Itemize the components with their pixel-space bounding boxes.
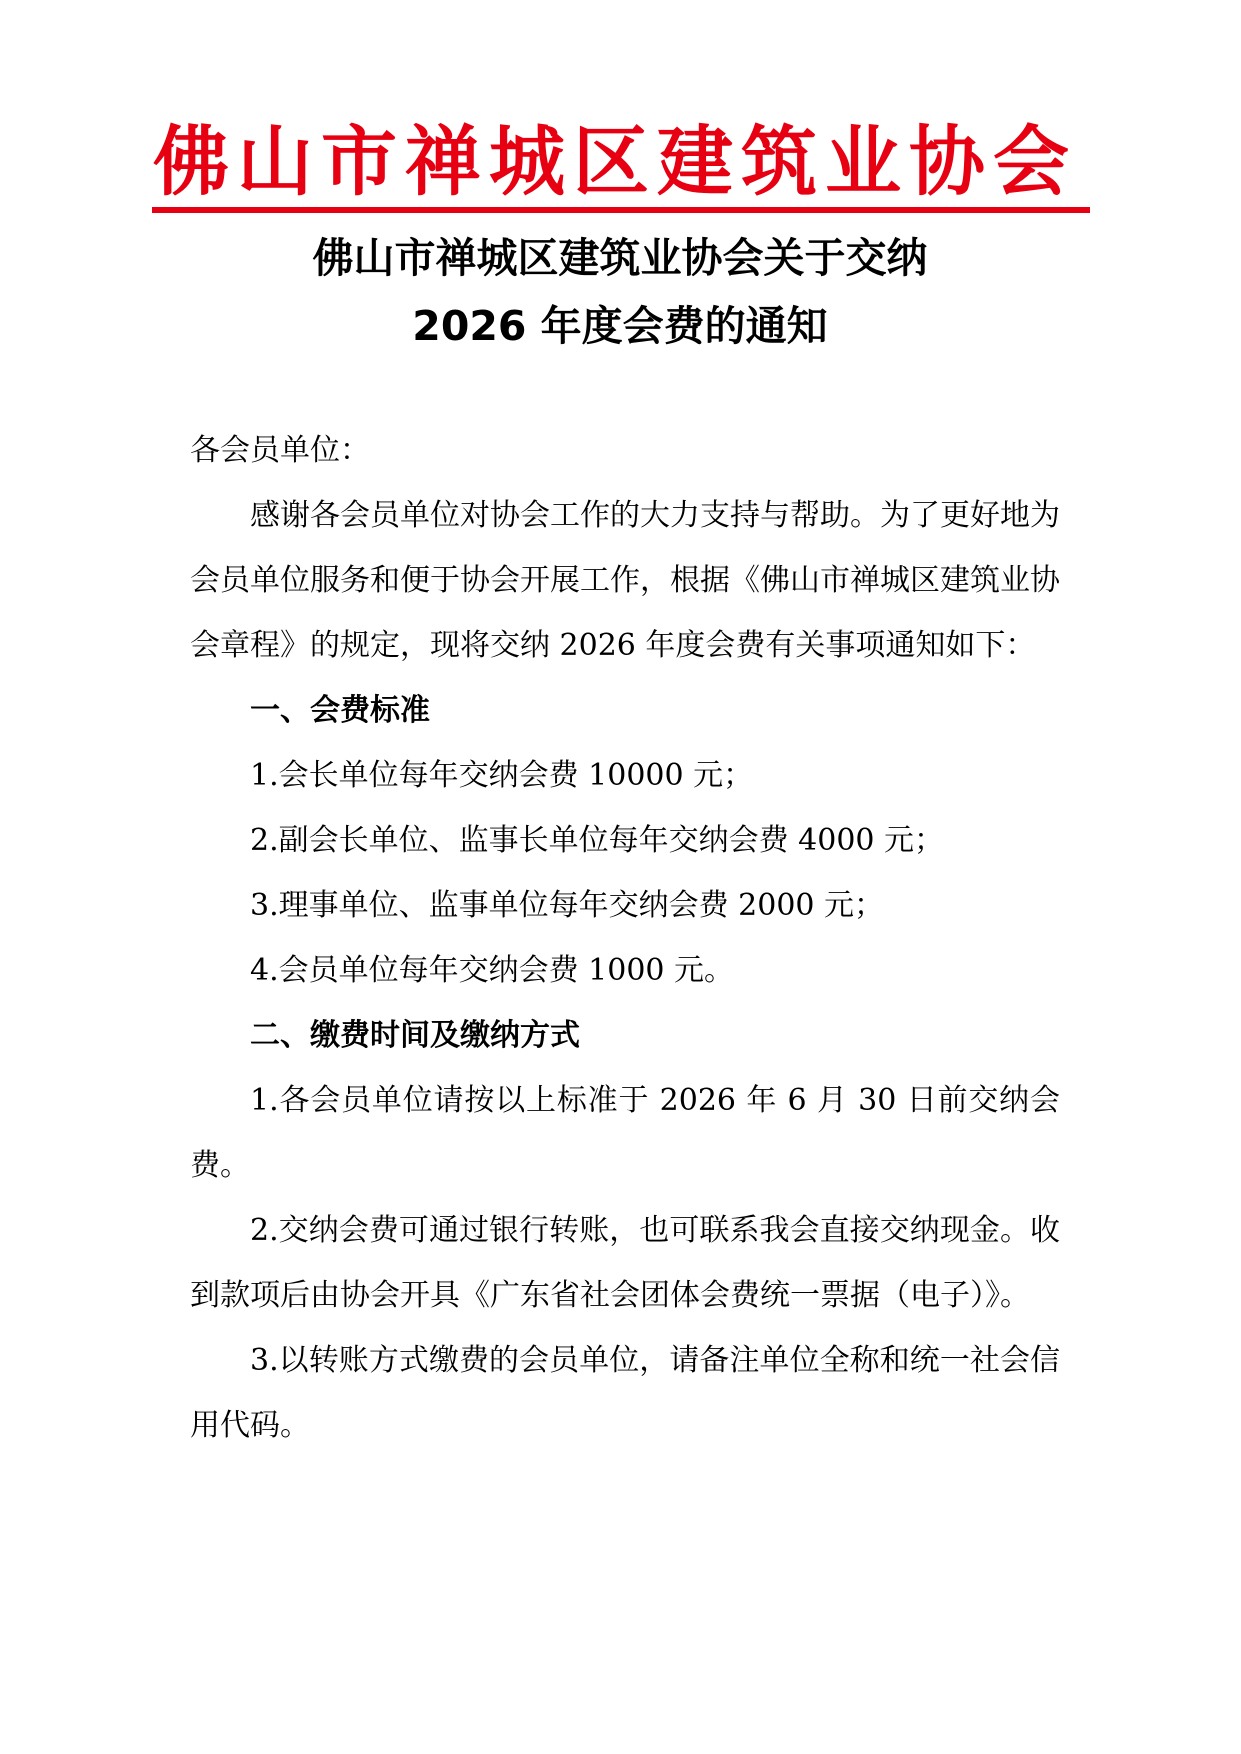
section-1-item: 1.会长单位每年交纳会费 10000 元； [250, 758, 754, 793]
document-title-line-2: 2026 年度会费的通知 [412, 302, 828, 350]
section-1-item: 2.副会长单位、监事长单位每年交纳会费 4000 元； [250, 823, 945, 858]
letterhead-red-rule [152, 207, 1090, 213]
document-body [190, 418, 1060, 1458]
intro-paragraph: 感谢各会员单位对协会工作的大力支持与帮助。为了更好地为会员单位服务和便于协会开展工作，根据《佛山市禅城区建筑业协会章程》的规定，现将交纳 2026 年度会费有关事项通知如下： [190, 498, 1060, 663]
section-2-item: 3.以转账方式缴费的会员单位，请备注单位全称和统一社会信用代码。 [190, 1343, 1060, 1443]
section-2-heading: 二、缴费时间及缴纳方式 [250, 1018, 580, 1053]
section-2-item: 2.交纳会费可通过银行转账，也可联系我会直接交纳现金。收到款项后由协会开具《广东省社会团体会费统一票据（电子）》。 [190, 1213, 1060, 1313]
salutation: 各会员单位： [190, 433, 370, 468]
document-title [150, 224, 1090, 360]
section-1-item: 4.会员单位每年交纳会费 1000 元。 [250, 953, 735, 988]
section-2-item: 1.各会员单位请按以上标准于 2026 年 6 月 30 日前交纳会费。 [190, 1083, 1060, 1183]
document-title-line-1: 佛山市禅城区建筑业协会关于交纳 [312, 234, 928, 282]
section-1-item: 3.理事单位、监事单位每年交纳会费 2000 元； [250, 888, 885, 923]
section-1-heading: 一、会费标准 [250, 693, 430, 728]
letterhead-org-name: 佛山市禅城区建筑业协会 [153, 117, 1077, 206]
